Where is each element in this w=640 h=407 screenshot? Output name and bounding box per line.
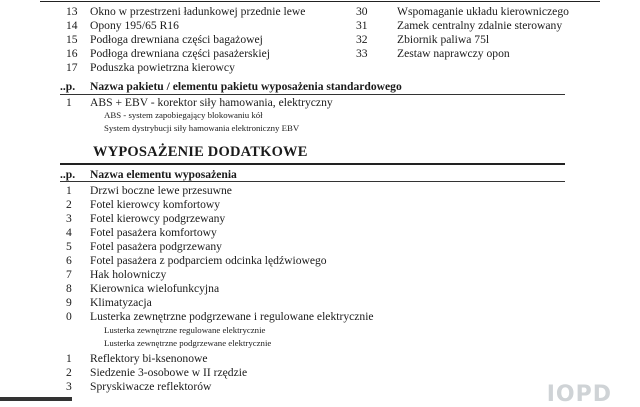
mirror-sub-item: Lusterka zewnętrzne podgrzewane elektrycznie	[104, 338, 272, 348]
section-title: WYPOSAŻENIE DODATKOWE	[93, 144, 308, 160]
section-rule	[60, 163, 565, 165]
watermark-logo: IOPD	[546, 382, 612, 407]
bottom-bar	[0, 397, 72, 401]
mirror-sub-item: Lusterka zewnętrzne regulowane elektrycznie	[104, 325, 266, 335]
header-rule	[60, 94, 565, 95]
package-sub-item: ABS - system zapobiegający blokowaniu kół	[104, 110, 263, 120]
top-rule	[40, 1, 600, 2]
header-rule	[60, 181, 565, 182]
package-sub-item: System dystrybucji siły hamowania elektroniczny EBV	[104, 123, 300, 133]
